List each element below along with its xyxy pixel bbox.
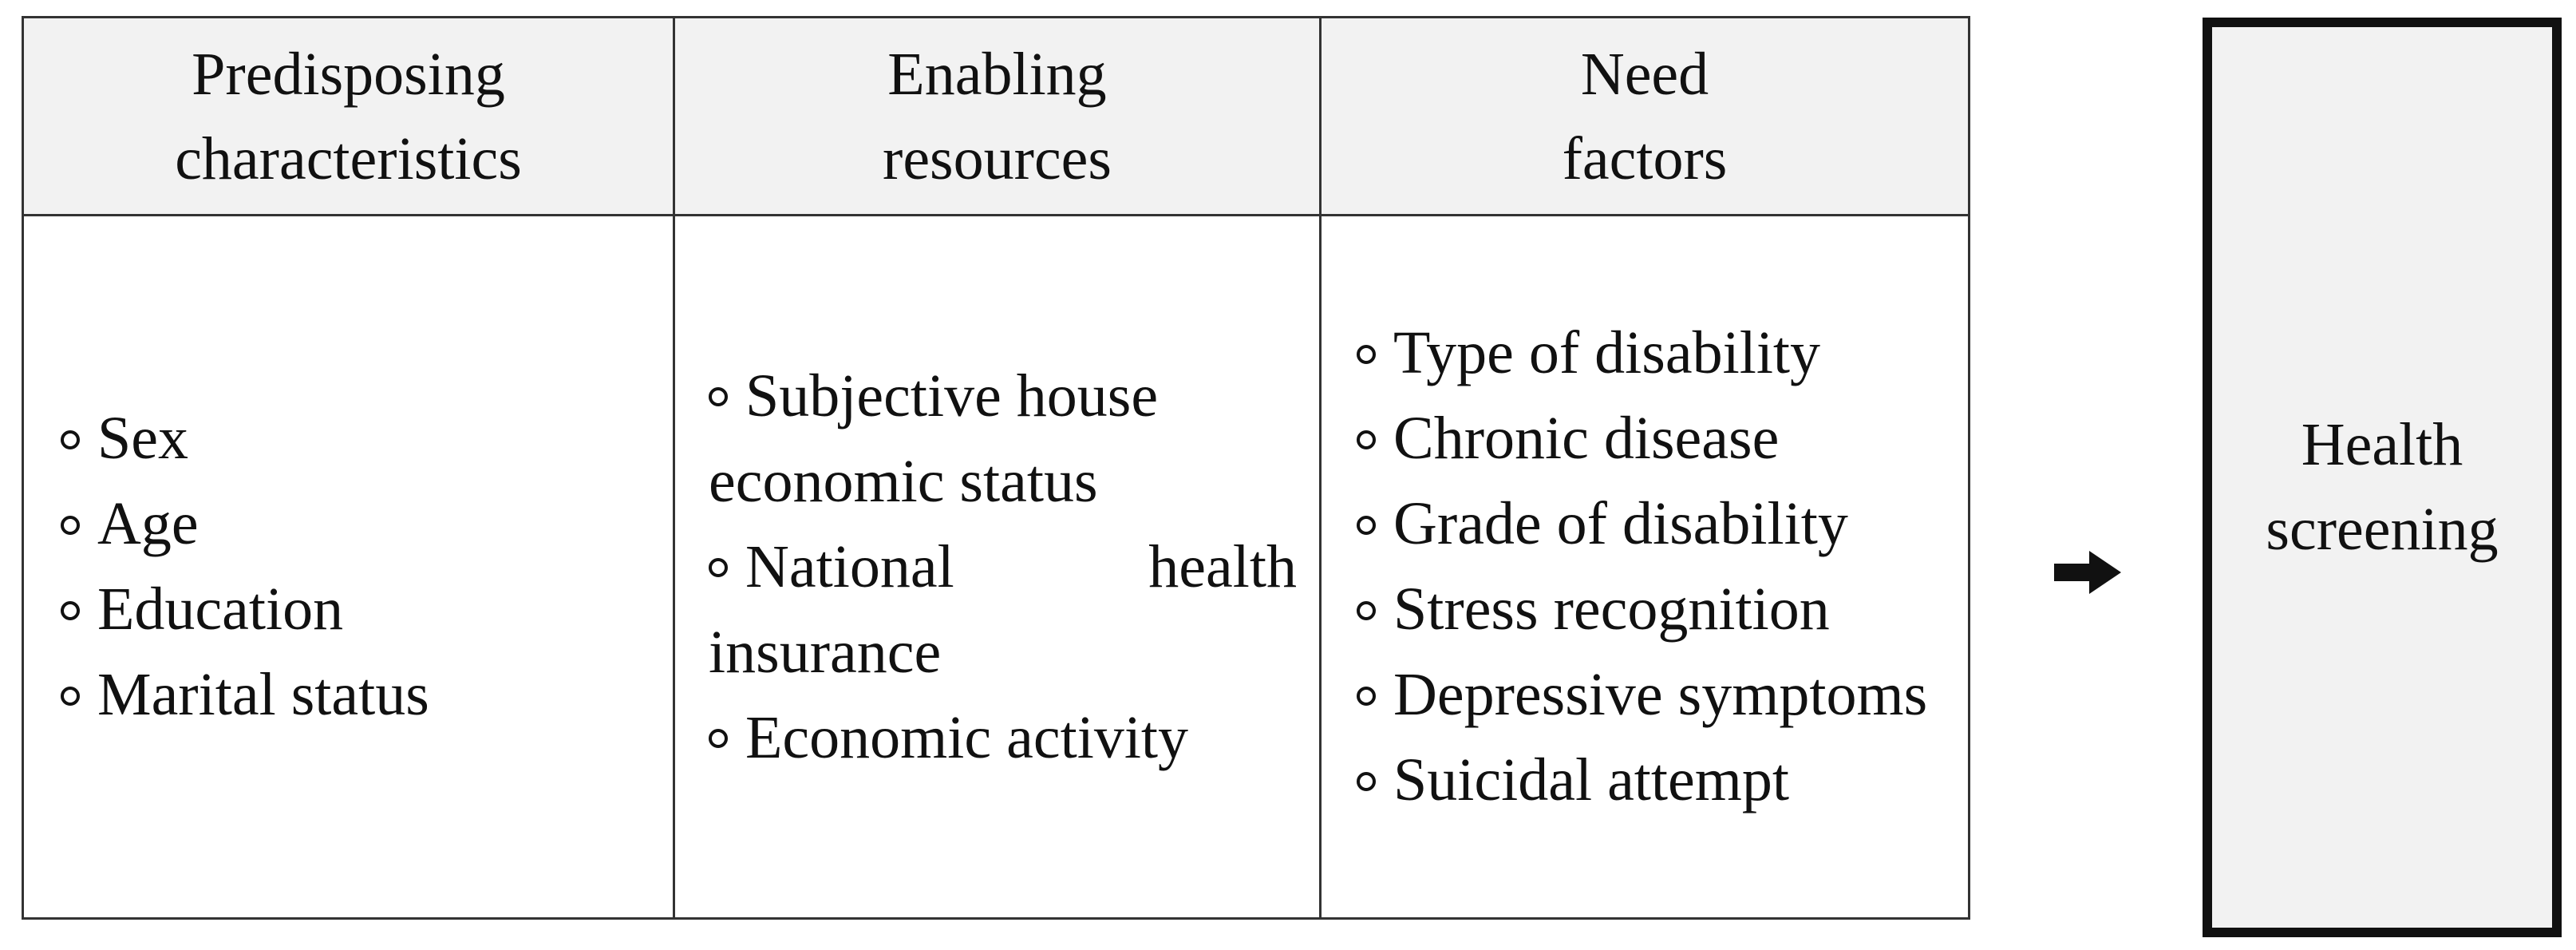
list-item: Education [61,567,673,652]
header-predisposing [24,18,675,216]
list-item: Age [61,481,673,567]
header-need-line2: factors [1562,125,1728,192]
list-item: Subjective house economic status [709,362,1159,515]
list-item: Suicidal attempt [1357,738,1938,823]
outcome-label-line1: Health [2301,411,2463,478]
list-item: National health insurance [709,532,1297,686]
list-item: Economic activity [709,695,1267,781]
outcome-label-line2: screening [2266,496,2499,563]
header-enabling [675,18,1322,216]
bullet-icon [61,516,80,535]
list-item: Sex [61,396,673,481]
bullet-icon [709,387,728,406]
bullet-icon [1357,516,1376,535]
header-enabling-line2: resources [883,125,1112,192]
predisposing-list [24,216,675,917]
right-arrow-icon [2054,551,2121,594]
list-item: Depressive symptoms [1357,652,1938,738]
list-item: Grade of disability [1357,481,1931,567]
bullet-icon [1357,687,1376,706]
header-need-line1: Need [1580,40,1709,108]
header-predisposing-line1: Predisposing [192,40,505,108]
header-enabling-line1: Enabling [887,40,1107,108]
list-item: Chronic disease [1357,396,1938,481]
need-list [1322,216,1968,917]
bullet-icon [1357,601,1376,620]
enabling-list [675,216,1322,917]
bullet-icon [709,558,728,577]
bullet-icon [61,601,80,620]
header-predisposing-line2: characteristics [175,125,522,192]
list-item: Stress recognition [1357,567,1938,652]
bullet-icon [1357,430,1376,449]
list-item: Type of disability [1357,311,1938,396]
bullet-icon [1357,345,1376,364]
header-need [1322,18,1968,216]
bullet-icon [709,729,728,748]
list-item: Marital status [61,652,673,738]
health-screening-box [2203,18,2562,937]
bullet-icon [61,687,80,706]
bullet-icon [61,430,80,449]
andersen-model-table [22,16,1970,920]
bullet-icon [1357,772,1376,791]
